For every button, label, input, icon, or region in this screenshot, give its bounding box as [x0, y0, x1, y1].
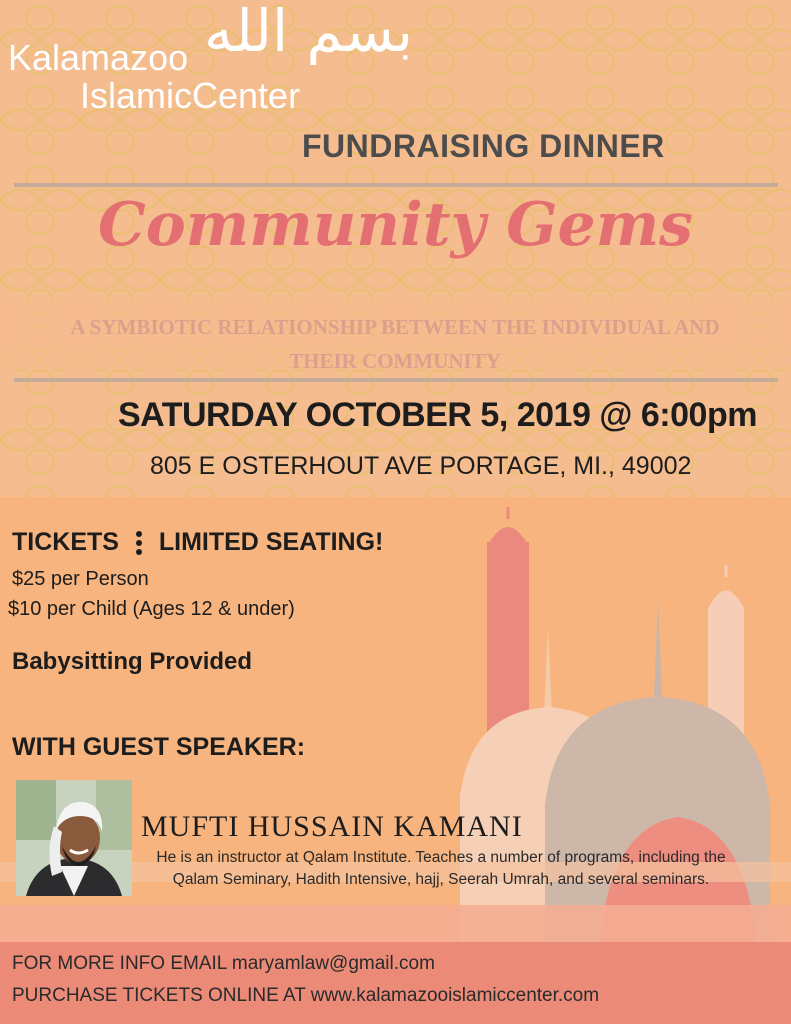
- tickets-label: TICKETS: [12, 528, 119, 556]
- speaker-portrait-illustration: [16, 780, 132, 896]
- divider-bottom: [14, 378, 778, 382]
- speaker-photo: [16, 780, 132, 896]
- child-price: $10 per Child (Ages 12 & under): [8, 598, 295, 620]
- speaker-description: He is an instructor at Qalam Institute. Teaches a number of programs, including the Qalam Seminary, Hadith Intensive, hajj, Seerah Umrah, and several seminars.: [156, 849, 726, 888]
- babysitting-note: Babysitting Provided: [12, 648, 253, 675]
- speaker-name: MUFTI HUSSAIN KAMANI: [141, 810, 523, 843]
- guest-speaker-heading: WITH GUEST SPEAKER:: [12, 733, 306, 761]
- event-date-time: SATURDAY OCTOBER 5, 2019 @ 6:00pm: [118, 396, 757, 434]
- tickets-heading: [12, 528, 383, 558]
- adult-price: $25 per Person: [12, 568, 149, 590]
- logo-line-2: IslamicCenter: [80, 75, 301, 116]
- event-title: Community Gems: [98, 190, 693, 260]
- logo-line-1: Kalamazoo: [8, 37, 189, 78]
- divider-top: [14, 183, 778, 187]
- event-address: 805 E OSTERHOUT AVE PORTAGE, MI., 49002: [150, 452, 692, 480]
- event-heading: FUNDRAISING DINNER: [302, 128, 665, 164]
- event-subtitle: A SYMBIOTIC RELATIONSHIP BETWEEN THE INDIVIDUAL AND THEIR COMMUNITY: [70, 315, 720, 373]
- limited-seating-note: LIMITED SEATING!: [158, 528, 384, 556]
- vertical-dots-icon: [134, 528, 144, 558]
- purchase-tickets-line: PURCHASE TICKETS ONLINE AT www.kalamazooislamiccenter.com: [12, 985, 600, 1006]
- logo-arabic-calligraphy: بسم الله: [204, 0, 414, 65]
- contact-email-line: FOR MORE INFO EMAIL maryamlaw@gmail.com: [12, 953, 435, 974]
